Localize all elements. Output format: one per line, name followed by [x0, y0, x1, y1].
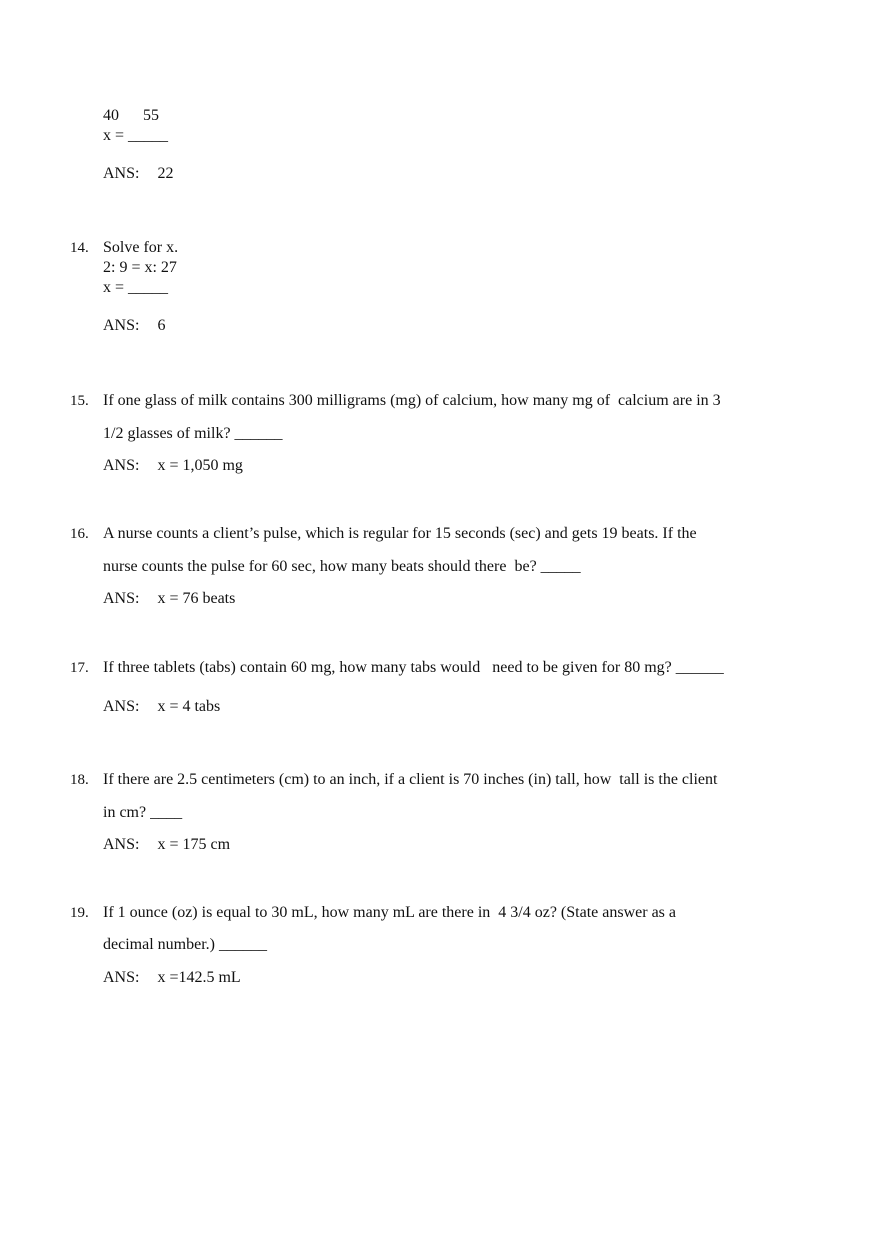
answer-value: x =142.5 mL: [157, 969, 241, 986]
question-15-answer: [103, 456, 243, 476]
carryover-answer-prompt: x = _____: [103, 127, 169, 144]
question-19-line-2: decimal number.) ______: [103, 936, 267, 953]
question-16-line-2: nurse counts the pulse for 60 sec, how many beats should there be? _____: [103, 558, 581, 575]
question-17-line-1: If three tablets (tabs) contain 60 mg, how many tabs would need to be given for 80 mg? ______: [103, 659, 724, 676]
question-19-answer: [103, 968, 241, 988]
answer-label: ANS:: [103, 836, 140, 853]
carryover-fraction-line: 40 55: [103, 107, 159, 124]
carryover-answer: [103, 164, 173, 184]
question-18-number: 18.: [70, 772, 89, 788]
question-19-number: 19.: [70, 905, 89, 921]
question-16-number: 16.: [70, 526, 89, 542]
answer-label: ANS:: [103, 317, 140, 334]
answer-value: x = 1,050 mg: [157, 457, 243, 474]
question-14-answer: [103, 316, 165, 336]
question-18-line-1: If there are 2.5 centimeters (cm) to an inch, if a client is 70 inches (in) tall, how tall is the client: [103, 771, 718, 788]
question-17-number: 17.: [70, 660, 89, 676]
question-14-line-3: x = _____: [103, 279, 169, 296]
question-15-line-2: 1/2 glasses of milk? ______: [103, 425, 283, 442]
answer-label: ANS:: [103, 590, 140, 607]
question-14-number: 14.: [70, 240, 89, 256]
question-14-line-1: Solve for x.: [103, 239, 179, 256]
question-19-line-1: If 1 ounce (oz) is equal to 30 mL, how many mL are there in 4 3/4 oz? (State answer as a: [103, 904, 676, 921]
question-18-line-2: in cm? ____: [103, 804, 183, 821]
answer-value: 22: [157, 165, 174, 182]
question-17-answer: [103, 697, 220, 717]
answer-label: ANS:: [103, 698, 140, 715]
answer-value: x = 76 beats: [157, 590, 236, 607]
question-16-answer: [103, 589, 235, 609]
answer-label: ANS:: [103, 969, 140, 986]
answer-value: x = 175 cm: [157, 836, 231, 853]
question-15-number: 15.: [70, 393, 89, 409]
answer-label: ANS:: [103, 165, 140, 182]
answer-value: x = 4 tabs: [157, 698, 221, 715]
answer-label: ANS:: [103, 457, 140, 474]
question-16-line-1: A nurse counts a client’s pulse, which is regular for 15 seconds (sec) and gets 19 beats. If the: [103, 525, 697, 542]
question-14-line-2: 2: 9 = x: 27: [103, 259, 177, 276]
answer-value: 6: [157, 317, 166, 334]
question-18-answer: [103, 835, 230, 855]
question-15-line-1: If one glass of milk contains 300 milligrams (mg) of calcium, how many mg of calcium are in 3: [103, 392, 721, 409]
